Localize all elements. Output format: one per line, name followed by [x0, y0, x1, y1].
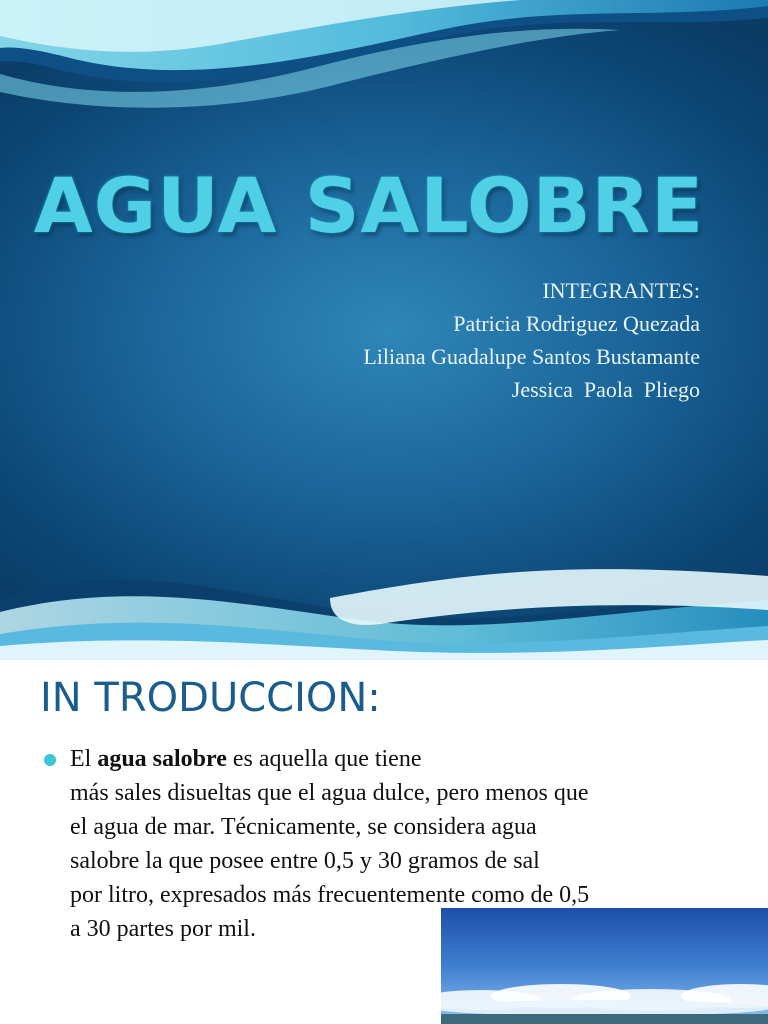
- paragraph-line: [70, 742, 730, 776]
- paragraph-line: salobre la que posee entre 0,5 y 30 gramos de sal: [70, 848, 540, 874]
- section-heading: IN TRODUCCION:: [40, 675, 381, 721]
- sky-photo: [441, 908, 768, 1024]
- text-run: El: [70, 746, 98, 772]
- cloud-graphic: [441, 908, 768, 1024]
- paragraph-line: por litro, expresados más frecuentemente como de 0,5: [70, 882, 590, 908]
- paragraph-line: el agua de mar. Técnicamente, se considera agua: [70, 814, 537, 840]
- member-name: Jessica Paola Pliego: [511, 377, 700, 402]
- paragraph-line: a 30 partes por mil.: [70, 916, 256, 942]
- introduction-slide: [0, 660, 768, 1024]
- paragraph-line: más sales disueltas que el agua dulce, pero menos que: [70, 780, 589, 806]
- member-name: Liliana Guadalupe Santos Bustamante: [363, 344, 700, 369]
- member-name: Patricia Rodriguez Quezada: [453, 311, 700, 336]
- text-run: es aquella que tiene: [226, 746, 422, 772]
- bullet-icon: [44, 754, 56, 766]
- bold-term: agua salobre: [97, 746, 227, 772]
- members-block: [363, 274, 700, 406]
- slide-title: AGUA SALOBRE: [33, 161, 704, 250]
- members-heading: INTEGRANTES:: [542, 278, 700, 303]
